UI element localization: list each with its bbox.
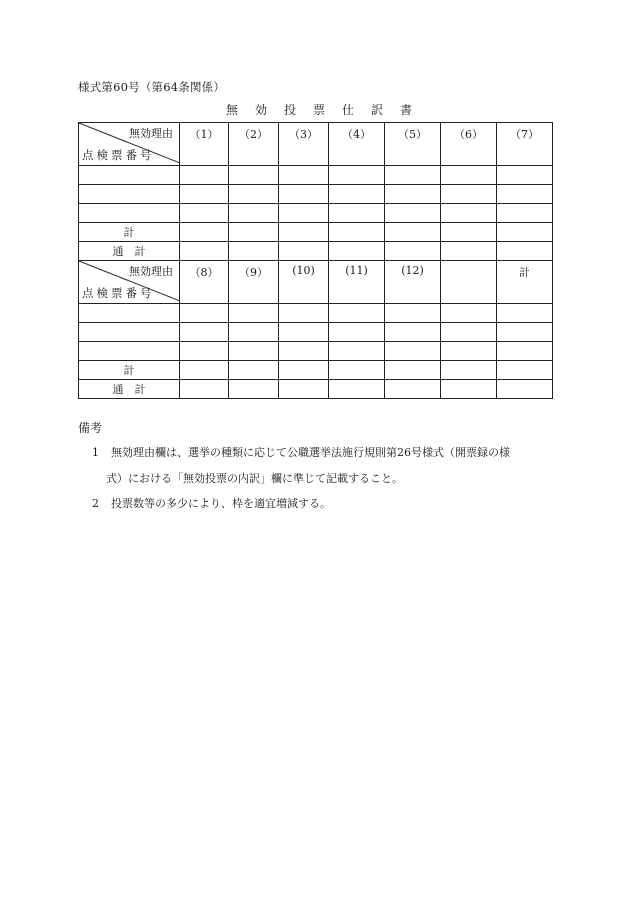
column-header: （1） bbox=[180, 123, 229, 166]
column-header: (11) bbox=[329, 261, 385, 304]
blank-row bbox=[79, 166, 553, 185]
header-diagonal-cell bbox=[79, 123, 180, 166]
note-text: 投票数等の多少により、枠を適宜増減する。 bbox=[111, 497, 331, 510]
reason-label: 無効理由 bbox=[129, 265, 173, 278]
column-header: （2） bbox=[229, 123, 279, 166]
grand-total-label: 通 計 bbox=[79, 380, 180, 399]
subtotal-label: 計 bbox=[79, 361, 180, 380]
ballot-number-label: 点検票番号 bbox=[82, 286, 155, 300]
blank-row bbox=[79, 204, 553, 223]
ballot-number-label: 点検票番号 bbox=[82, 148, 155, 162]
column-header: （9） bbox=[229, 261, 279, 304]
column-header bbox=[441, 261, 497, 304]
blank-row bbox=[79, 323, 553, 342]
subtotal-label: 計 bbox=[79, 223, 180, 242]
grand-total-label: 通 計 bbox=[79, 242, 180, 261]
note-item bbox=[92, 440, 558, 492]
note-number: 1 bbox=[92, 446, 99, 459]
note-text-continued: 式）における「無効投票の内訳」欄に準じて記載すること。 bbox=[106, 472, 403, 485]
document-title: 無効投票仕訳書 bbox=[226, 103, 430, 117]
grand-total-row bbox=[79, 380, 553, 399]
note-number: 2 bbox=[92, 497, 99, 510]
note-text: 無効理由欄は、選挙の種類に応じて公職選挙法施行規則第26号様式（開票録の様 bbox=[111, 446, 510, 459]
blank-row bbox=[79, 342, 553, 361]
note-item bbox=[92, 491, 558, 517]
column-header: （3） bbox=[279, 123, 329, 166]
section2-header-row bbox=[79, 261, 553, 304]
section1-header-row bbox=[79, 123, 553, 166]
column-header: （7） bbox=[497, 123, 553, 166]
reason-label: 無効理由 bbox=[129, 127, 173, 140]
column-header: (12) bbox=[385, 261, 441, 304]
grand-total-row bbox=[79, 242, 553, 261]
blank-row bbox=[79, 304, 553, 323]
column-header: (10) bbox=[279, 261, 329, 304]
form-reference: 様式第60号（第64条関係） bbox=[78, 80, 226, 94]
column-header: （6） bbox=[441, 123, 497, 166]
column-header: （4） bbox=[329, 123, 385, 166]
blank-row bbox=[79, 185, 553, 204]
column-header: （5） bbox=[385, 123, 441, 166]
column-header: （8） bbox=[180, 261, 229, 304]
subtotal-row bbox=[79, 223, 553, 242]
invalid-vote-table bbox=[78, 122, 553, 399]
subtotal-row bbox=[79, 361, 553, 380]
header-diagonal-cell bbox=[79, 261, 180, 304]
notes-heading: 備考 bbox=[78, 421, 103, 435]
column-header-total: 計 bbox=[497, 261, 553, 304]
